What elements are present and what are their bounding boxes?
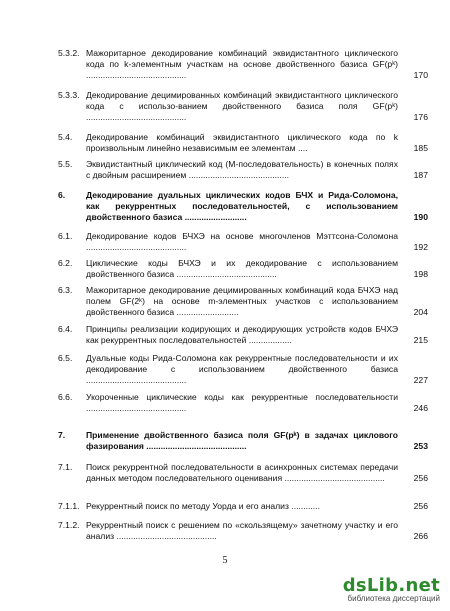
toc-entry-page: 187	[413, 170, 428, 181]
toc-entry-title: Укороченные циклические коды как рекуррентные последовательности ..........................................	[86, 392, 398, 414]
toc-entry-number: 5.4.	[58, 132, 73, 142]
toc-entry-number: 6.5.	[58, 353, 73, 363]
watermark-logo: dsLib.net	[342, 575, 440, 596]
toc-entry-number: 7.1.	[58, 462, 73, 472]
toc-entry-7[interactable]	[58, 430, 428, 452]
toc-entry-title: Декодирование комбинаций эквидистантного циклического кода по k произвольным линейно независимым ее элементам ....	[86, 132, 398, 154]
toc-entry-page: 215	[413, 335, 428, 346]
toc-entry-title: Циклические коды БЧХЭ и их декодирование с использованием двойственного базиса ..........................................	[86, 258, 398, 280]
toc-entry-5-5[interactable]	[58, 159, 428, 181]
toc-entry-number: 6.3.	[58, 285, 73, 295]
toc-entry-number: 5.5.	[58, 159, 73, 169]
toc-entry-title: Мажоритарное декодирование комбинаций эквидистантного циклического кода по k-элементным участкам на основе двойственного базиса GF(pᵏ) ..........................................	[86, 48, 398, 81]
toc-entry-title: Эквидистантный циклический код (М-последовательность) в конечных полях с двойным расширением ..........................................	[86, 159, 398, 181]
watermark	[330, 575, 440, 603]
toc-entry-title: Декодирование дуальных циклических кодов БЧХ и Рида-Соломона, как рекуррентных последовательностей, с использованием двойственного базиса ..........................	[86, 190, 398, 223]
toc-entry-number: 5.3.3.	[58, 90, 80, 100]
toc-entry-page: 266	[413, 531, 428, 542]
toc-entry-page: 176	[413, 112, 428, 123]
watermark-subtitle: библиотека диссертаций	[347, 594, 440, 603]
toc-entry-number: 6.	[58, 190, 66, 200]
toc-entry-page: 256	[413, 501, 428, 511]
toc-entry-page: 192	[413, 242, 428, 253]
toc-entry-title: Применение двойственного базиса поля GF(pᵏ) в задачах циклового фазирования ..........................................	[86, 430, 398, 452]
toc-entry-6-5[interactable]	[58, 353, 428, 387]
toc-entry-number: 6.4.	[58, 324, 73, 334]
toc-entry-title: Рекуррентный поиск по методу Уорда и его анализ ............	[86, 501, 320, 511]
toc-entry-page: 256	[413, 473, 428, 484]
toc-entry-number: 7.1.1.	[58, 501, 80, 511]
toc-entry-7-1-1[interactable]	[58, 501, 428, 512]
toc-entry-title: Мажоритарное декодирование децимированных комбинаций кода БЧХЭ над полем GF(2ᵏ) на основе m-элементных участков с использованием двойственного базиса ..........................	[86, 285, 398, 318]
toc-entry-page: 190	[413, 212, 428, 223]
toc-entry-5-3-2[interactable]	[58, 48, 428, 82]
toc-entry-number: 6.1.	[58, 231, 73, 241]
toc-entry-page: 246	[413, 403, 428, 414]
toc-entry-number: 6.6.	[58, 392, 73, 402]
toc-entry-number: 7.	[58, 430, 66, 440]
toc-entry-title: Декодирование кодов БЧХЭ на основе многочленов Мэттсона-Соломона ..........................................	[86, 231, 398, 253]
toc-entry-number: 7.1.2.	[58, 520, 80, 530]
toc-entry-6[interactable]	[58, 190, 428, 224]
page-number: 5	[222, 555, 228, 566]
toc-entry-title: Декодирование децимированных комбинаций эквидистантного циклического кода с использо-ванием двойственного базиса поля GF(pᵏ) ..........................................	[86, 90, 398, 123]
toc-entry-title: Дуальные коды Рида-Соломона как рекуррентные последовательности и их декодирование с использованием двойственного базиса ..........................................	[86, 353, 398, 386]
toc-entry-page: 227	[413, 375, 428, 386]
toc-entry-5-3-3[interactable]	[58, 90, 428, 124]
toc-entry-6-4[interactable]	[58, 324, 428, 346]
toc-entry-title: Рекуррентный поиск с решением по «скользящему» зачетному участку и его анализ ..........................................	[86, 520, 398, 542]
toc-entry-page: 198	[413, 269, 428, 280]
toc-entry-page: 253	[413, 441, 428, 452]
toc-entry-6-3[interactable]	[58, 285, 428, 319]
toc-entry-7-1[interactable]	[58, 462, 428, 484]
toc-entry-5-4[interactable]	[58, 132, 428, 154]
toc-entry-page: 204	[413, 307, 428, 318]
toc-entry-6-1[interactable]	[58, 231, 428, 253]
toc-entry-title: Поиск рекуррентной последовательности в асинхронных системах передачи данных методом последовательного оценивания ..........................................	[86, 462, 398, 484]
toc-entry-7-1-2[interactable]	[58, 520, 428, 542]
toc-entry-number: 6.2.	[58, 258, 73, 268]
toc-entry-page: 185	[413, 143, 428, 154]
toc-entry-6-2[interactable]	[58, 258, 428, 280]
toc-entry-6-6[interactable]	[58, 392, 428, 414]
toc-entry-number: 5.3.2.	[58, 48, 80, 58]
toc-entry-page: 170	[413, 70, 428, 81]
toc-entry-title: Принципы реализации кодирующих и декодирующих устройств кодов БЧХЭ как рекуррентных последовательностей ..................	[86, 324, 398, 346]
